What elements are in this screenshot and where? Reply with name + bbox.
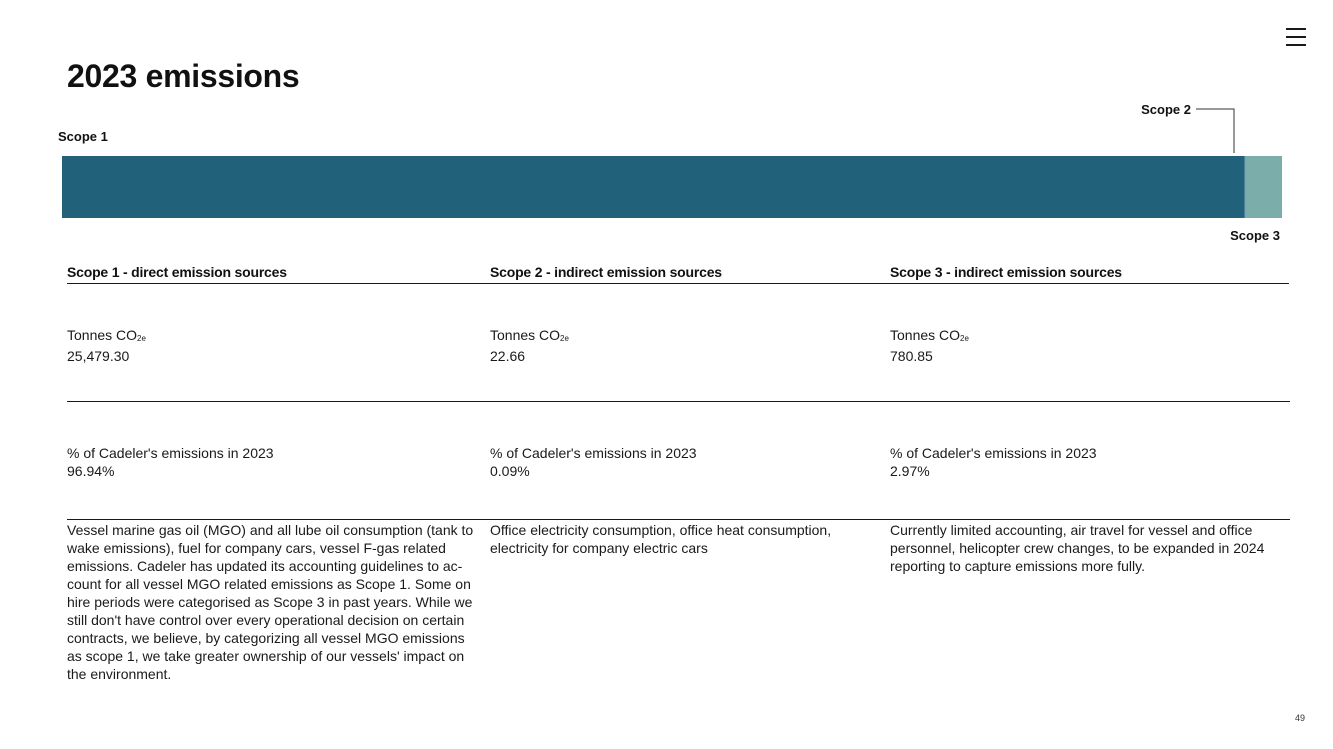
scope2-tonnes bbox=[490, 326, 569, 365]
scope1-pct-label: % of Cadeler's emissions in 2023 bbox=[67, 445, 274, 461]
scope1-percentage bbox=[67, 444, 274, 480]
page-number: 49 bbox=[1295, 713, 1306, 723]
scope3-pct-label: % of Cadeler's emissions in 2023 bbox=[890, 445, 1097, 461]
scope1-heading: Scope 1 - direct emission sources bbox=[67, 264, 287, 280]
scope2-percentage bbox=[490, 444, 697, 480]
scope2-tonnes-unit-sub: 2e bbox=[560, 334, 569, 343]
bar-segment-scope2 bbox=[1245, 156, 1246, 218]
stacked-bar-chart bbox=[0, 0, 1333, 260]
bar-segment-scope1 bbox=[62, 156, 1245, 218]
divider-under-percentage bbox=[67, 519, 1290, 520]
scope2-heading: Scope 2 - indirect emission sources bbox=[490, 264, 722, 280]
scope2-pct-label: % of Cadeler's emissions in 2023 bbox=[490, 445, 697, 461]
bar-label-scope2: Scope 2 bbox=[1141, 102, 1191, 117]
scope3-tonnes bbox=[890, 326, 969, 365]
scope2-leader-line bbox=[1196, 109, 1234, 153]
page-title: 2023 emissions bbox=[67, 58, 300, 94]
scope1-tonnes-label: Tonnes CO bbox=[67, 327, 138, 343]
scope3-tonnes-label: Tonnes CO bbox=[890, 327, 961, 343]
scope3-percentage bbox=[890, 444, 1097, 480]
bar-label-scope1: Scope 1 bbox=[58, 129, 108, 144]
scope2-description: Office electricity consumption, office heat consumption, electricity for company electric cars bbox=[490, 522, 832, 556]
scope3-tonnes-unit-sub: 2e bbox=[960, 334, 969, 343]
divider-under-tonnes bbox=[67, 401, 1290, 402]
scope1-pct-value: 96.94% bbox=[67, 463, 115, 479]
scope2-tonnes-value: 22.66 bbox=[490, 348, 526, 364]
scope3-tonnes-value: 780.85 bbox=[890, 348, 933, 364]
scope3-heading: Scope 3 - indirect emission sources bbox=[890, 264, 1122, 280]
bar-label-scope3: Scope 3 bbox=[1230, 228, 1280, 243]
scope1-tonnes-value: 25,479.30 bbox=[67, 348, 130, 364]
scope2-pct-value: 0.09% bbox=[490, 463, 530, 479]
scope1-tonnes-unit-sub: 2e bbox=[137, 334, 146, 343]
scope1-description: Vessel marine gas oil (MGO) and all lube oil consumption (tank to wake emissions), fuel for company cars, vessel F-gas related emissions. Cadeler has updated its accounting guidelines to ac-count for all vessel MGO related emissions as Scope 1. Some on hire periods were categorised as Scope 3 in past years. While we still don't have control over every operational decision on certain contracts, we believe, by categorizing all vessel MGO emissions as scope 1, we take greater ownership of our vessels' impact on the environment. bbox=[67, 522, 474, 682]
bar-segment-scope3 bbox=[1246, 156, 1282, 218]
scope2-tonnes-label: Tonnes CO bbox=[490, 327, 561, 343]
divider-under-headings bbox=[67, 283, 1289, 284]
scope3-pct-value: 2.97% bbox=[890, 463, 930, 479]
scope3-description: Currently limited accounting, air travel for vessel and office personnel, helicopter crew changes, to be expanded in 2024 reporting to capture emissions more fully. bbox=[890, 522, 1265, 574]
scope1-tonnes bbox=[67, 326, 146, 365]
